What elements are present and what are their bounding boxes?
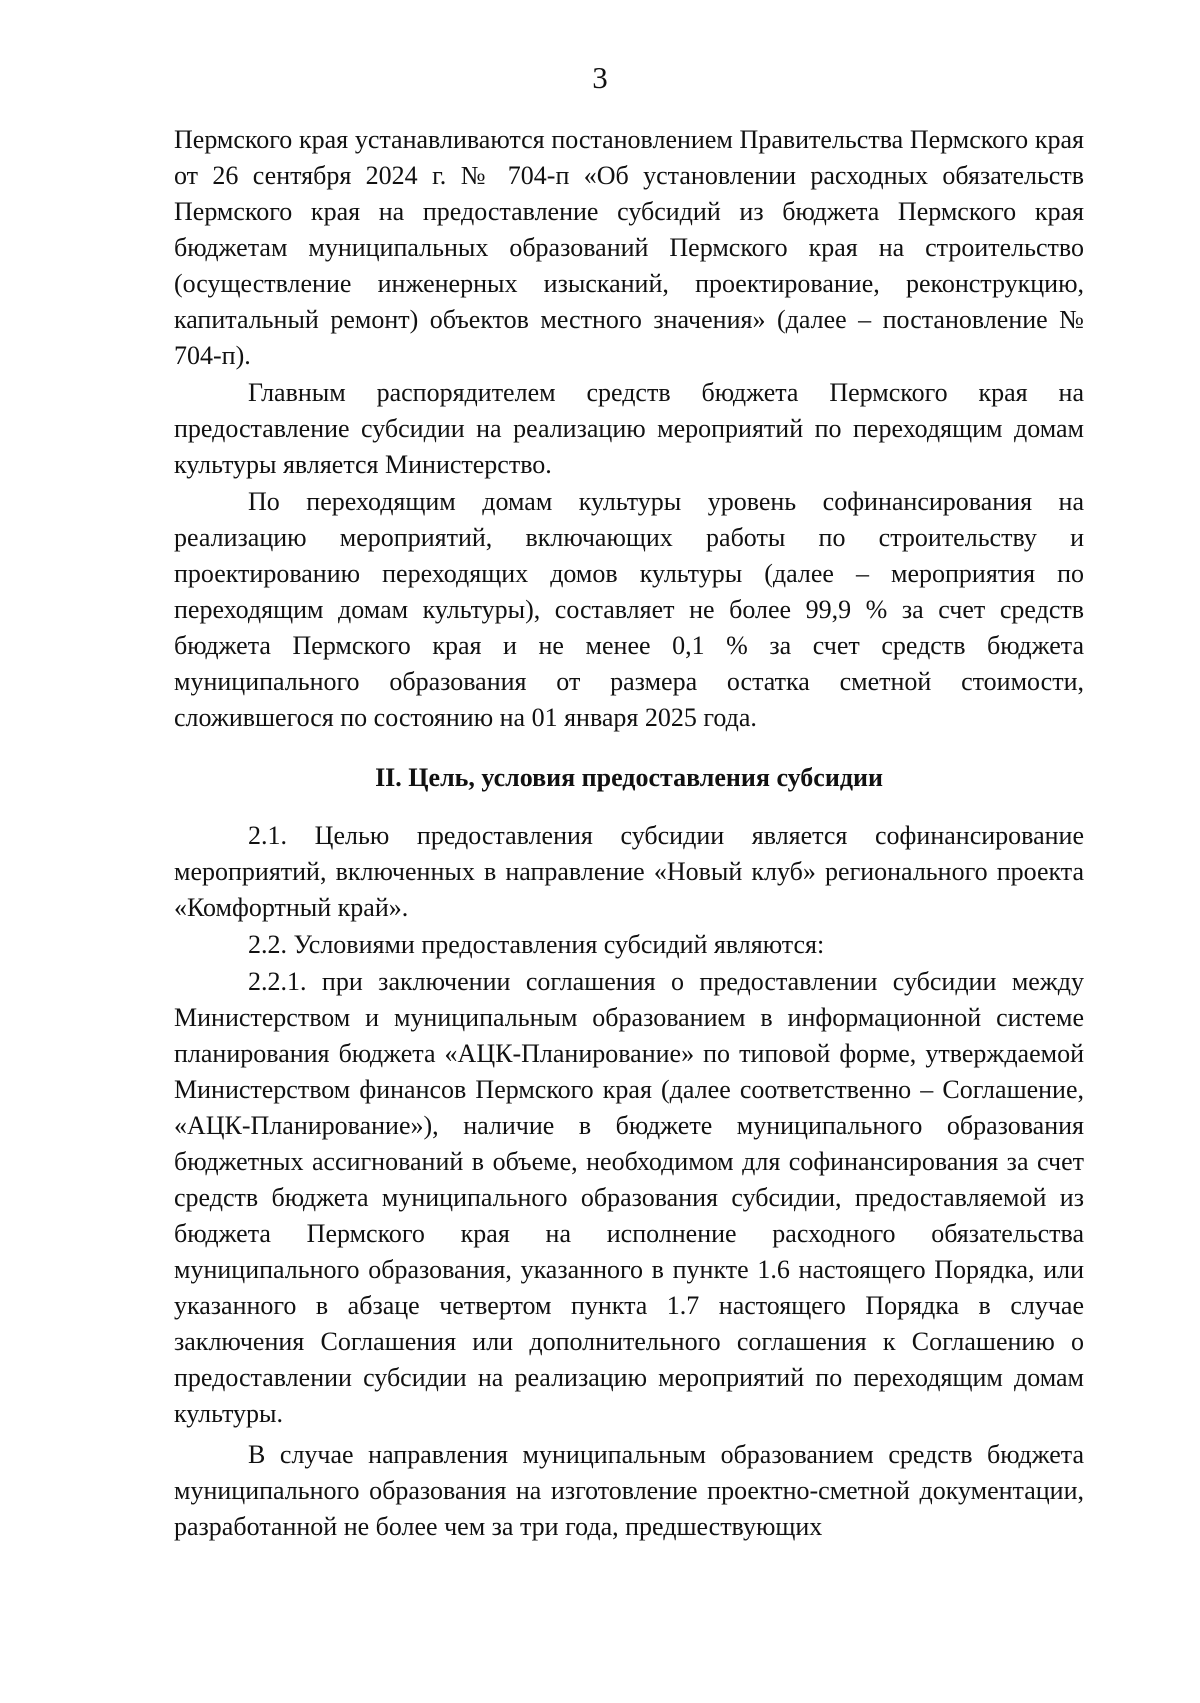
document-body [174, 122, 1084, 1545]
paragraph-2-2-1: 2.2.1. при заключении соглашения о предоставлении субсидии между Министерством и муниципальным образованием в информационной системе планирования бюджета «АЦК-Планирование» по типовой форме, утверждаемой Министерством финансов Пермского края (далее соответственно – Соглашение, «АЦК-Планирование»), наличие в бюджете муниципального образования бюджетных ассигнований в объеме, необходимом для софинансирования за счет средств бюджета муниципального образования субсидии, предоставляемой из бюджета Пермского края на исполнение расходного обязательства муниципального образования, указанного в пункте 1.6 настоящего Порядка, или указанного в абзаце четвертом пункта 1.7 настоящего Порядка в случае заключения Соглашения или дополнительного соглашения к Соглашению о предоставлении субсидии на реализацию мероприятий по переходящим домам культуры. [174, 967, 1084, 1428]
paragraph-design-documentation: В случае направления муниципальным образованием средств бюджета муниципального образования на изготовление проектно-сметной документации, разработанной не более чем за три года, предшествующих [174, 1440, 1084, 1541]
paragraph-chief-administrator: Главным распорядителем средств бюджета Пермского края на предоставление субсидии на реализацию мероприятий по переходящим домам культуры является Министерство. [174, 378, 1084, 479]
paragraph-continuation: Пермского края устанавливаются постановлением Правительства Пермского края от 26 сентября 2024 г. № 704-п «Об установлении расходных обязательств Пермского края на предоставление субсидий из бюджета Пермского края бюджетам муниципальных образований Пермского края на строительство (осуществление инженерных изысканий, проектирование, реконструкцию, капитальный ремонт) объектов местного значения» (далее – постановление № 704-п). [174, 125, 1084, 370]
page-number: 3 [592, 60, 608, 95]
paragraph-cofinancing-level: По переходящим домам культуры уровень софинансирования на реализацию мероприятий, включающих работы по строительству и проектированию переходящих домов культуры (далее – мероприятия по переходящим домам культуры), составляет не более 99,9 % за счет средств бюджета Пермского края и не менее 0,1 % за счет средств бюджета муниципального образования от размера остатка сметной стоимости, сложившегося по состоянию на 01 января 2025 года. [174, 487, 1084, 732]
paragraph-2-1: 2.1. Целью предоставления субсидии является софинансирование мероприятий, включенных в направление «Новый клуб» регионального проекта «Комфортный край». [174, 821, 1084, 922]
section-heading: II. Цель, условия предоставления субсидии [375, 763, 883, 792]
paragraph-2-2: 2.2. Условиями предоставления субсидий являются: [248, 930, 825, 959]
